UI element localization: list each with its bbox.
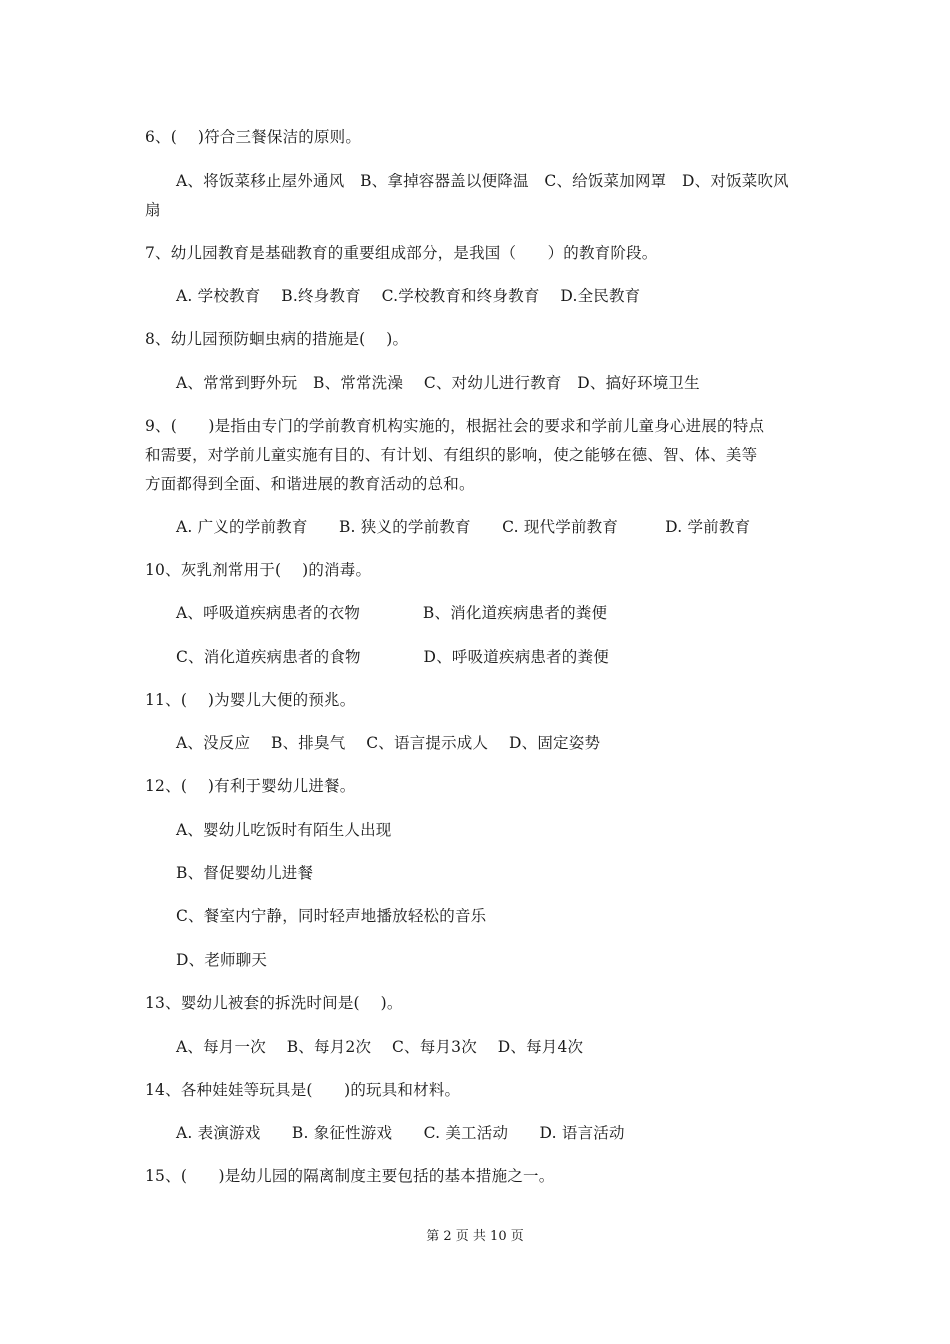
question-11-stem: 11、( )为婴儿大便的预兆。 xyxy=(145,691,356,709)
question-14-stem: 14、各种娃娃等玩具是( )的玩具和材料。 xyxy=(145,1081,461,1099)
question-12-option-c: C、餐室内宁静，同时轻声地播放轻松的音乐 xyxy=(176,907,487,925)
question-9-stem-line-2: 和需要，对学前儿童实施有目的、有计划、有组织的影响，使之能够在德、智、体、美等 xyxy=(145,446,758,464)
question-7-options: A. 学校教育 B.终身教育 C.学校教育和终身教育 D.全民教育 xyxy=(176,287,641,305)
question-7-stem: 7、幼儿园教育是基础教育的重要组成部分，是我国（ ）的教育阶段。 xyxy=(145,244,658,262)
question-13-options: A、每月一次 B、每月2次 C、每月3次 D、每月4次 xyxy=(176,1038,584,1056)
page-number-footer: 第 2 页 共 10 页 xyxy=(426,1229,524,1244)
question-6-options-wrap: 扇 xyxy=(145,201,161,219)
question-12-option-a: A、婴幼儿吃饭时有陌生人出现 xyxy=(176,821,392,839)
question-9-stem-line-3: 方面都得到全面、和谐进展的教育活动的总和。 xyxy=(145,475,475,493)
question-10-stem: 10、灰乳剂常用于( )的消毒。 xyxy=(145,561,372,579)
question-10-options-2: C、消化道疾病患者的食物 D、呼吸道疾病患者的粪便 xyxy=(176,648,609,666)
question-14-options: A. 表演游戏 B. 象征性游戏 C. 美工活动 D. 语言活动 xyxy=(176,1124,625,1142)
question-9-stem-line-1: 9、( )是指由专门的学前教育机构实施的，根据社会的要求和学前儿童身心进展的特点 xyxy=(145,417,765,435)
question-9-options: A. 广义的学前教育 B. 狭义的学前教育 C. 现代学前教育 D. 学前教育 xyxy=(176,518,751,536)
question-13-stem: 13、婴幼儿被套的拆洗时间是( )。 xyxy=(145,994,403,1012)
question-15-stem: 15、( )是幼儿园的隔离制度主要包括的基本措施之一。 xyxy=(145,1167,555,1185)
question-12-option-d: D、老师聊天 xyxy=(176,951,268,969)
question-11-options: A、没反应 B、排臭气 C、语言提示成人 D、固定姿势 xyxy=(176,734,601,752)
question-8-stem: 8、幼儿园预防蛔虫病的措施是( )。 xyxy=(145,330,409,348)
question-6-stem: 6、( )符合三餐保洁的原则。 xyxy=(145,128,362,146)
question-10-options-1: A、呼吸道疾病患者的衣物 B、消化道疾病患者的粪便 xyxy=(176,604,608,622)
question-12-stem: 12、( )有利于婴幼儿进餐。 xyxy=(145,777,356,795)
question-6-options: A、将饭菜移止屋外通风 B、拿掉容器盖以便降温 C、给饭菜加网罩 D、对饭菜吹风 xyxy=(176,172,789,190)
question-12-option-b: B、督促婴幼儿进餐 xyxy=(176,864,314,882)
question-8-options: A、常常到野外玩 B、常常洗澡 C、对幼儿进行教育 D、搞好环境卫生 xyxy=(176,374,700,392)
